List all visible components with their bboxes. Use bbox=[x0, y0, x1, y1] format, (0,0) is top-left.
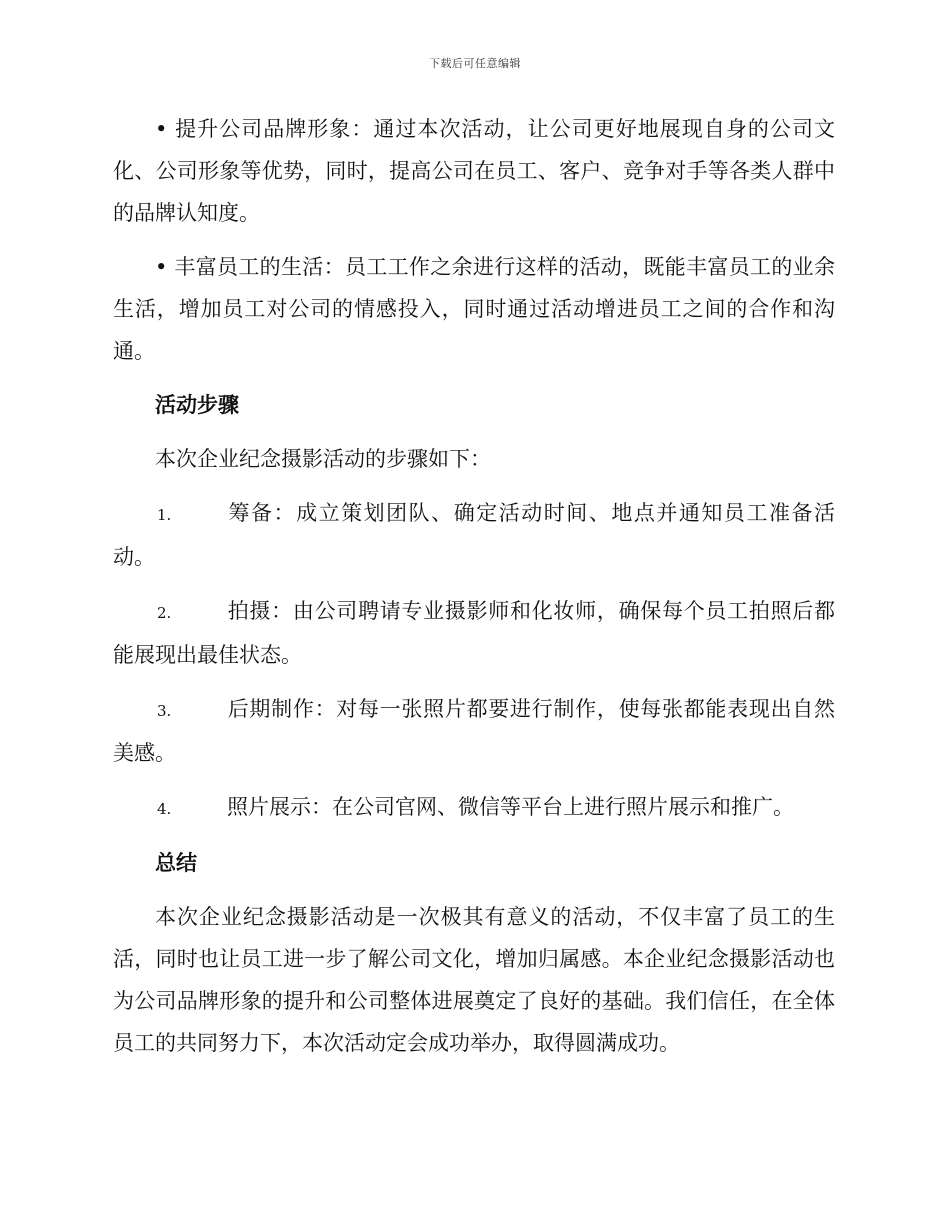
step-text: 照片展示：在公司官网、微信等平台上进行照片展示和推广。 bbox=[227, 795, 794, 819]
document-body bbox=[113, 108, 835, 1064]
section-heading-summary: 总结 bbox=[155, 851, 197, 875]
summary-paragraph: 本次企业纪念摄影活动是一次极其有意义的活动，不仅丰富了员工的生活，同时也让员工进一步了解公司文化，增加归属感。本企业纪念摄影活动也为公司品牌形象的提升和公司整体进展奠定了良好的基础。我们信任，在全体员工的共同努力下，本次活动定会成功举办，取得圆满成功。 bbox=[113, 905, 835, 1055]
step-number: 4. bbox=[157, 800, 172, 818]
benefit-paragraph-brand: • 提升公司品牌形象：通过本次活动，让公司更好地展现自身的公司文化、公司形象等优势，同时，提高公司在员工、客户、竞争对手等各类人群中的品牌认知度。 bbox=[113, 117, 835, 225]
step-text: 拍摄：由公司聘请专业摄影师和化妆师，确保每个员工拍照后都能展现出最佳状态。 bbox=[113, 599, 835, 667]
step-item bbox=[113, 688, 835, 774]
step-text: 筹备：成立策划团队、确定活动时间、地点并通知员工准备活动。 bbox=[113, 501, 835, 569]
page-header: 下载后可任意编辑 bbox=[429, 57, 521, 70]
step-number: 1. bbox=[157, 506, 172, 524]
benefit-paragraph-life: • 丰富员工的生活：员工工作之余进行这样的活动，既能丰富员工的业余生活，增加员工对公司的情感投入，同时通过活动增进员工之间的合作和沟通。 bbox=[113, 255, 835, 363]
steps-intro: 本次企业纪念摄影活动的步骤如下： bbox=[155, 447, 491, 471]
step-item bbox=[113, 492, 835, 578]
step-number: 2. bbox=[157, 604, 172, 622]
step-item bbox=[113, 786, 835, 830]
step-text: 后期制作：对每一张照片都要进行制作，使每张都能表现出自然美感。 bbox=[113, 697, 835, 765]
section-heading-steps: 活动步骤 bbox=[155, 393, 239, 417]
step-number: 3. bbox=[157, 702, 172, 720]
step-item bbox=[113, 590, 835, 676]
